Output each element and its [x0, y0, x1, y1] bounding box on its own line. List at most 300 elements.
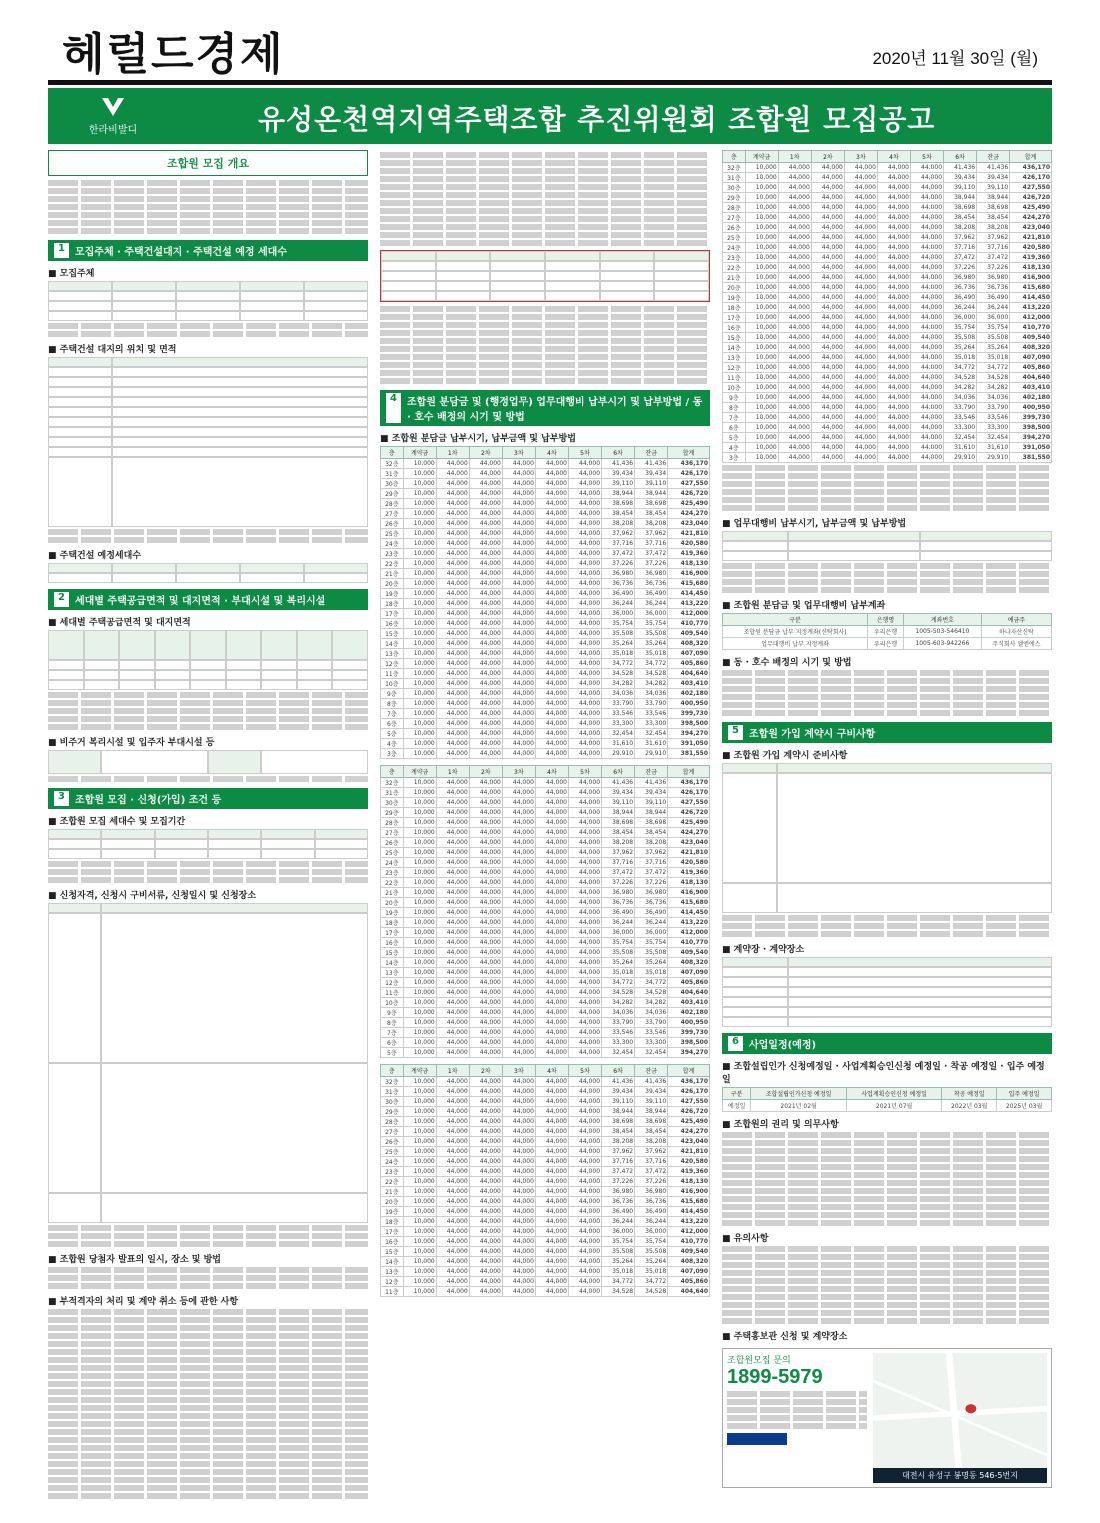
table-cell: 410,770 [1010, 323, 1052, 333]
table-cell: 44,000 [778, 273, 811, 283]
table-cell: 33,300 [602, 1038, 635, 1048]
table-cell: 33,300 [977, 423, 1010, 433]
table-cell: 38,698 [635, 818, 668, 828]
schedule-table [722, 1087, 1052, 1112]
table-cell: 402,180 [668, 1008, 710, 1018]
contact-phone[interactable]: 1899-5979 [727, 1366, 823, 1388]
table-cell: 34,036 [635, 1008, 668, 1018]
table-cell: 44,000 [568, 968, 601, 978]
table-cell: 44,000 [877, 343, 910, 353]
table-cell: 44,000 [502, 589, 535, 599]
table-cell: 44,000 [535, 519, 568, 529]
table-cell: 44,000 [469, 888, 502, 898]
table-cell: 44,000 [535, 549, 568, 559]
table-cell: 44,000 [535, 1217, 568, 1227]
column-header: 5차 [568, 766, 601, 778]
table-cell: 30층 [381, 798, 404, 808]
table-cell: 426,170 [668, 1087, 710, 1097]
table-cell: 10,000 [745, 233, 778, 243]
table-cell: 35,018 [602, 1267, 635, 1277]
table-cell: 44,000 [910, 323, 943, 333]
table-cell: 36,736 [944, 283, 977, 293]
table-cell: 44,000 [502, 838, 535, 848]
table-cell: 44,000 [568, 729, 601, 739]
table-row [723, 323, 1052, 333]
column-middle [380, 150, 710, 1510]
table-cell: 44,000 [469, 679, 502, 689]
table-cell: 44,000 [469, 1038, 502, 1048]
table-cell: 44,000 [436, 479, 469, 489]
column-header: 은행명 [868, 614, 904, 626]
table-cell: 44,000 [535, 559, 568, 569]
column-header: 5차 [568, 1065, 601, 1077]
table-cell: 44,000 [502, 1247, 535, 1257]
table-cell: 27층 [381, 509, 404, 519]
table-row [723, 303, 1052, 313]
table-row [381, 609, 710, 619]
table-row [723, 313, 1052, 323]
table-cell: 44,000 [568, 1187, 601, 1197]
table-cell: 44,000 [436, 828, 469, 838]
table-cell: 44,000 [910, 173, 943, 183]
table-cell: 44,000 [778, 203, 811, 213]
table-cell: 44,000 [535, 1167, 568, 1177]
table-cell: 44,000 [469, 1227, 502, 1237]
table-cell: 35,754 [635, 938, 668, 948]
table-cell: 44,000 [436, 1107, 469, 1117]
table-cell: 44,000 [469, 1137, 502, 1147]
table-cell: 10,000 [745, 443, 778, 453]
table-cell: 39,110 [602, 1097, 635, 1107]
table-cell: 44,000 [844, 433, 877, 443]
table-cell: 44,000 [469, 918, 502, 928]
table-cell: 34,036 [602, 1008, 635, 1018]
column-header: 계약금 [403, 766, 436, 778]
table-cell: 424,270 [668, 1127, 710, 1137]
table-cell: 업무대행비 납부 지정계좌 [723, 638, 868, 650]
table-row [381, 1267, 710, 1277]
table-cell: 35,508 [944, 333, 977, 343]
table-cell: 10,000 [745, 183, 778, 193]
table-cell: 35,018 [635, 649, 668, 659]
table-cell: 44,000 [535, 1287, 568, 1297]
table-cell: 2022년 03월 [942, 1100, 997, 1112]
table-cell: 31층 [381, 469, 404, 479]
column-header: 잔금 [635, 766, 668, 778]
table-cell: 44,000 [436, 629, 469, 639]
table-cell: 36,490 [977, 293, 1010, 303]
table-row [381, 1197, 710, 1207]
column-header: 1차 [778, 151, 811, 163]
table-cell: 10,000 [403, 968, 436, 978]
table-cell: 37,472 [635, 1167, 668, 1177]
table-cell: 21층 [381, 888, 404, 898]
table-cell: 37,226 [602, 1177, 635, 1187]
table-cell: 44,000 [568, 1207, 601, 1217]
table-cell: 41,436 [635, 1077, 668, 1087]
table-cell: 36,980 [602, 1187, 635, 1197]
table-cell: 414,450 [668, 908, 710, 918]
table-cell: 44,000 [502, 459, 535, 469]
table-cell: 44,000 [535, 1257, 568, 1267]
table-row [381, 499, 710, 509]
table-cell: 44,000 [568, 659, 601, 669]
table-cell: 37,716 [635, 1157, 668, 1167]
table-cell: 1005-503-546410 [903, 626, 981, 638]
table-cell: 10,000 [403, 848, 436, 858]
table-cell: 44,000 [535, 918, 568, 928]
table-cell: 409,540 [668, 629, 710, 639]
table-cell: 414,450 [668, 1207, 710, 1217]
table-cell: 44,000 [502, 808, 535, 818]
table-cell: 35,508 [977, 333, 1010, 343]
column-header: 6차 [602, 766, 635, 778]
table-cell: 6층 [381, 1038, 404, 1048]
table-cell: 10층 [723, 383, 746, 393]
table-cell: 18층 [381, 918, 404, 928]
table-cell: 44,000 [535, 1277, 568, 1287]
table-row [381, 1187, 710, 1197]
table-cell: 436,170 [668, 778, 710, 788]
table-cell: 44,000 [568, 559, 601, 569]
table-cell: 10,000 [745, 363, 778, 373]
table-cell: 44,000 [844, 203, 877, 213]
table-cell: 10,000 [403, 1287, 436, 1297]
table-cell: 44,000 [844, 163, 877, 173]
table-cell: 6층 [381, 719, 404, 729]
table-cell: 39,110 [944, 183, 977, 193]
table-cell: 44,000 [436, 649, 469, 659]
table-cell: 10,000 [403, 469, 436, 479]
table-cell: 37,716 [635, 858, 668, 868]
table-cell: 10,000 [403, 529, 436, 539]
table-cell: 35,264 [635, 639, 668, 649]
table-cell: 44,000 [436, 1137, 469, 1147]
table-cell: 18층 [723, 303, 746, 313]
table-cell: 44,000 [910, 303, 943, 313]
table-cell: 44,000 [436, 1167, 469, 1177]
table-cell: 44,000 [436, 1247, 469, 1257]
payment-schedule-table-c [380, 1064, 710, 1297]
table-cell: 44,000 [778, 173, 811, 183]
table-cell: 39,434 [977, 173, 1010, 183]
table-cell: 10,000 [403, 908, 436, 918]
table-row [723, 183, 1052, 193]
table-cell: 29,910 [977, 453, 1010, 463]
table-cell: 20층 [381, 898, 404, 908]
table-cell: 44,000 [568, 798, 601, 808]
table-cell: 44,000 [535, 1197, 568, 1207]
table-row [381, 1177, 710, 1187]
table-cell: 44,000 [568, 669, 601, 679]
table-cell: 44,000 [436, 1257, 469, 1267]
table-cell: 44,000 [502, 1277, 535, 1287]
table-cell: 44,000 [469, 469, 502, 479]
table-cell: 32,454 [977, 433, 1010, 443]
table-cell: 15층 [381, 1247, 404, 1257]
table-cell: 44,000 [844, 363, 877, 373]
column-header: 계약금 [745, 151, 778, 163]
table-cell: 34,772 [602, 659, 635, 669]
table-cell: 44,000 [502, 828, 535, 838]
table-cell: 44,000 [877, 433, 910, 443]
table-cell: 412,000 [668, 1227, 710, 1237]
table-cell: 44,000 [844, 403, 877, 413]
table-cell: 44,000 [778, 353, 811, 363]
table-cell: 34,772 [602, 1277, 635, 1287]
table-cell: 44,000 [568, 489, 601, 499]
table-cell: 44,000 [811, 303, 844, 313]
table-cell: 424,270 [668, 828, 710, 838]
table-cell: 36,490 [602, 589, 635, 599]
table-cell: 44,000 [811, 373, 844, 383]
table-cell: 22층 [381, 559, 404, 569]
table-cell: 37,962 [602, 529, 635, 539]
table-cell: 44,000 [436, 659, 469, 669]
table-cell: 10,000 [403, 838, 436, 848]
table-cell: 44,000 [535, 848, 568, 858]
table-cell: 425,490 [668, 1117, 710, 1127]
table-cell: 33,300 [602, 719, 635, 729]
table-cell: 41,436 [977, 163, 1010, 173]
table-cell: 37,716 [602, 1157, 635, 1167]
table-cell: 44,000 [568, 1048, 601, 1058]
table-cell: 22층 [381, 1177, 404, 1187]
table-row [381, 888, 710, 898]
table-cell: 32층 [381, 1077, 404, 1087]
table-cell: 35,264 [602, 958, 635, 968]
table-row [381, 918, 710, 928]
table-cell: 4층 [381, 739, 404, 749]
table-cell: 34,528 [977, 373, 1010, 383]
table-cell: 31층 [723, 173, 746, 183]
table-cell: 44,000 [535, 649, 568, 659]
table-cell: 41,436 [944, 163, 977, 173]
table-cell: 44,000 [436, 1237, 469, 1247]
table-cell: 44,000 [436, 1008, 469, 1018]
table-cell: 44,000 [811, 343, 844, 353]
table-cell: 44,000 [778, 183, 811, 193]
table-cell: 44,000 [568, 549, 601, 559]
eligibility-table [48, 903, 368, 1223]
table-row [381, 858, 710, 868]
table-cell: 44,000 [535, 1048, 568, 1058]
table-row [723, 413, 1052, 423]
table-cell: 11층 [723, 373, 746, 383]
table-cell: 33,546 [602, 709, 635, 719]
table-cell: 35,754 [602, 1237, 635, 1247]
table-row [723, 443, 1052, 453]
column-header: 착공 예정일 [942, 1088, 997, 1100]
table-cell: 44,000 [568, 848, 601, 858]
table-cell: 44,000 [436, 818, 469, 828]
table-row [381, 659, 710, 669]
table-cell: 44,000 [568, 1267, 601, 1277]
table-cell: 44,000 [811, 323, 844, 333]
table-cell: 44,000 [877, 333, 910, 343]
table-row [381, 619, 710, 629]
contact-box [722, 1348, 1052, 1488]
table-cell: 10,000 [403, 749, 436, 759]
table-cell: 44,000 [535, 838, 568, 848]
table-row [381, 1257, 710, 1267]
table-cell: 44,000 [778, 433, 811, 443]
table-cell: 44,000 [436, 838, 469, 848]
table-cell: 44,000 [469, 808, 502, 818]
table-cell: 44,000 [877, 183, 910, 193]
table-cell: 44,000 [535, 938, 568, 948]
table-row [381, 808, 710, 818]
table-cell: 44,000 [778, 393, 811, 403]
table-cell: 44,000 [436, 968, 469, 978]
table-cell: 44,000 [502, 958, 535, 968]
table-cell: 27층 [723, 213, 746, 223]
column-header: 4차 [535, 447, 568, 459]
table-cell: 44,000 [535, 1008, 568, 1018]
table-cell: 44,000 [844, 173, 877, 183]
table-cell: 44,000 [811, 393, 844, 403]
table-cell: 36,000 [635, 609, 668, 619]
table-cell: 2021년 02월 [751, 1100, 847, 1112]
table-cell: 41,436 [635, 778, 668, 788]
table-cell: 36,000 [602, 928, 635, 938]
table-row [723, 283, 1052, 293]
table-cell: 44,000 [568, 1028, 601, 1038]
table-cell: 10,000 [403, 679, 436, 689]
table-cell: 44,000 [877, 443, 910, 453]
table-cell: 410,770 [668, 938, 710, 948]
table-cell: 44,000 [469, 659, 502, 669]
table-cell: 44,000 [568, 778, 601, 788]
column-header: 계약금 [403, 447, 436, 459]
table-cell: 44,000 [811, 273, 844, 283]
table-cell: 3층 [381, 749, 404, 759]
table-cell: 44,000 [568, 928, 601, 938]
table-cell: 10,000 [403, 579, 436, 589]
table-cell: 44,000 [844, 213, 877, 223]
table-cell: 20층 [723, 283, 746, 293]
table-cell: 44,000 [469, 1247, 502, 1257]
table-cell: 44,000 [568, 599, 601, 609]
table-row [381, 1077, 710, 1087]
table-cell: 19층 [381, 589, 404, 599]
table-cell: 36,490 [602, 1207, 635, 1217]
table-row [723, 638, 1052, 650]
table-cell: 44,000 [877, 393, 910, 403]
table-cell: 44,000 [778, 223, 811, 233]
table-cell: 38,698 [944, 203, 977, 213]
table-cell: 20층 [381, 579, 404, 589]
table-cell: 44,000 [811, 283, 844, 293]
table-cell: 44,000 [535, 619, 568, 629]
table-cell: 44,000 [502, 1287, 535, 1297]
table-cell: 10,000 [403, 1197, 436, 1207]
table-cell: 44,000 [436, 788, 469, 798]
table-cell: 15층 [381, 629, 404, 639]
table-cell: 37,962 [944, 233, 977, 243]
table-cell: 44,000 [877, 323, 910, 333]
table-cell: 7층 [381, 709, 404, 719]
table-row [723, 453, 1052, 463]
table-row [381, 848, 710, 858]
table-cell: 10,000 [403, 1177, 436, 1187]
table-row [381, 1147, 710, 1157]
table-cell: 44,000 [568, 609, 601, 619]
table-cell: 44,000 [910, 373, 943, 383]
section-4b-heading: ■ 업무대행비 납부시기, 납부금액 및 납부방법 [722, 519, 907, 529]
table-cell: 10,000 [403, 489, 436, 499]
table-cell: 44,000 [844, 393, 877, 403]
table-cell: 420,580 [668, 539, 710, 549]
table-cell: 44,000 [469, 489, 502, 499]
table-cell: 44,000 [535, 499, 568, 509]
brand-logo-icon [100, 96, 126, 118]
table-cell: 28층 [381, 499, 404, 509]
column-right [722, 150, 1052, 1510]
table-cell: 38,208 [635, 519, 668, 529]
table-cell: 44,000 [778, 163, 811, 173]
table-cell: 44,000 [502, 539, 535, 549]
table-cell: 34,282 [602, 679, 635, 689]
table-cell: 44,000 [568, 1107, 601, 1117]
table-cell: 44,000 [535, 968, 568, 978]
table-row [381, 689, 710, 699]
table-cell: 44,000 [535, 669, 568, 679]
location-map [873, 1353, 1047, 1483]
table-cell: 399,730 [1010, 413, 1052, 423]
table-cell: 391,050 [1010, 443, 1052, 453]
table-cell: 44,000 [436, 579, 469, 589]
table-cell: 418,130 [1010, 263, 1052, 273]
table-cell: 10,000 [745, 333, 778, 343]
table-cell: 10,000 [403, 699, 436, 709]
table-cell: 10,000 [745, 323, 778, 333]
table-cell: 37,472 [602, 868, 635, 878]
table-cell: 38,208 [602, 838, 635, 848]
table-cell: 44,000 [502, 1267, 535, 1277]
table-cell: 44,000 [502, 519, 535, 529]
table-cell: 10층 [381, 679, 404, 689]
table-cell: 30층 [381, 479, 404, 489]
table-cell: 35,018 [944, 353, 977, 363]
table-cell: 418,130 [668, 1177, 710, 1187]
table-cell: 26층 [381, 519, 404, 529]
table-cell: 44,000 [535, 908, 568, 918]
table-cell: 32,454 [944, 433, 977, 443]
table-cell: 10,000 [403, 1237, 436, 1247]
table-cell: 22층 [723, 263, 746, 273]
table-cell: 11층 [381, 669, 404, 679]
table-cell: 38,944 [977, 193, 1010, 203]
table-cell: 44,000 [844, 323, 877, 333]
table-cell: 44,000 [436, 1038, 469, 1048]
table-cell: 44,000 [502, 529, 535, 539]
table-cell: 37,716 [635, 539, 668, 549]
table-cell: 44,000 [469, 719, 502, 729]
table-cell: 10,000 [403, 479, 436, 489]
table-cell: 44,000 [436, 868, 469, 878]
table-cell: 36,736 [635, 1197, 668, 1207]
table-cell: 37,962 [635, 848, 668, 858]
table-cell: 412,000 [668, 928, 710, 938]
table-cell: 44,000 [469, 1147, 502, 1157]
table-cell: 44,000 [811, 223, 844, 233]
table-cell: 44,000 [568, 529, 601, 539]
table-cell: 24층 [381, 1157, 404, 1167]
table-cell: 44,000 [877, 203, 910, 213]
table-cell: 16층 [723, 323, 746, 333]
table-cell: 44,000 [469, 1177, 502, 1187]
